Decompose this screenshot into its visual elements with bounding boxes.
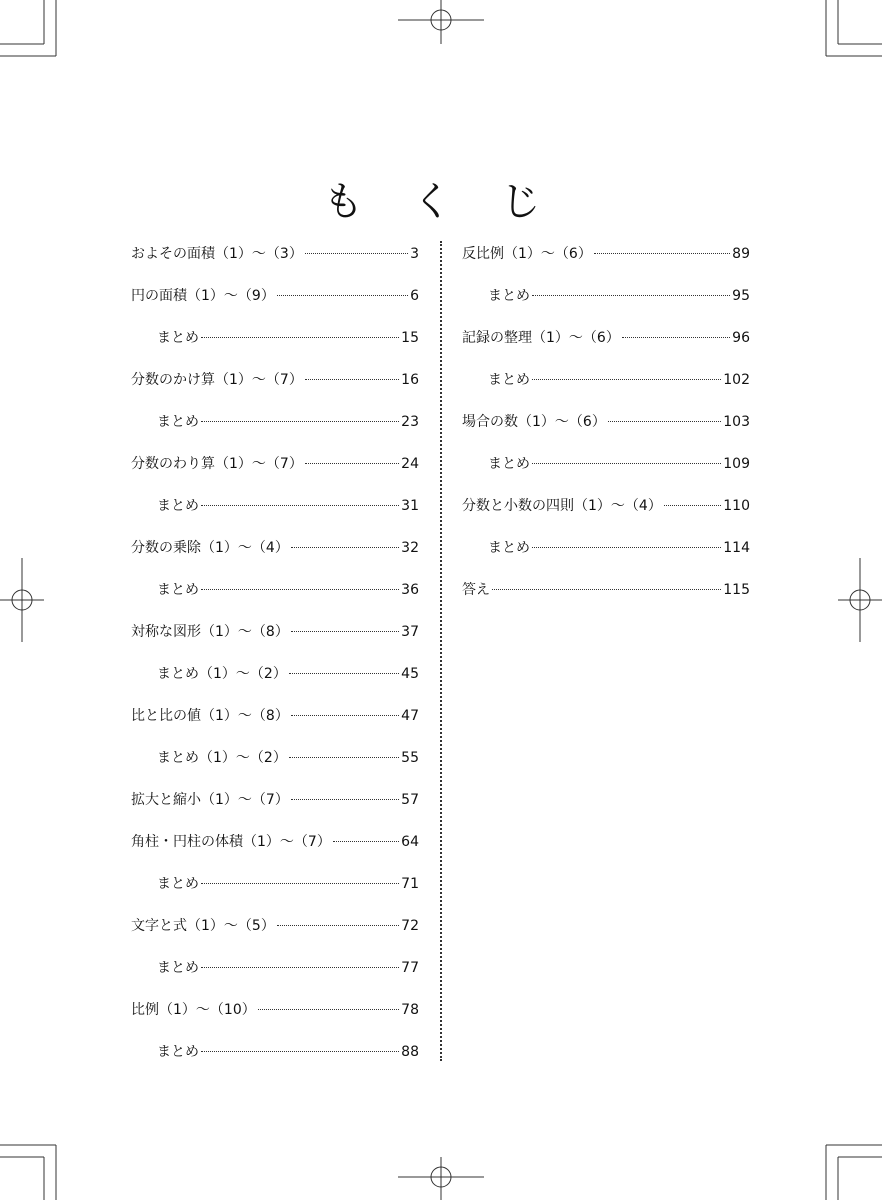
toc-page-number: 47 bbox=[401, 708, 419, 724]
toc-entry-label: まとめ bbox=[157, 414, 199, 430]
toc-entry bbox=[131, 821, 419, 863]
toc-entry bbox=[462, 317, 750, 359]
toc-page-number: 31 bbox=[401, 498, 419, 514]
toc-entry bbox=[131, 233, 419, 275]
toc-page-number: 96 bbox=[732, 330, 750, 346]
toc-entry-label: 反比例（1）～（6） bbox=[462, 246, 592, 262]
toc-page-number: 77 bbox=[401, 960, 419, 976]
toc-dot-leader bbox=[289, 673, 399, 674]
toc-dot-leader bbox=[305, 253, 408, 254]
toc-entry-label: まとめ bbox=[488, 288, 530, 304]
toc-dot-leader bbox=[201, 589, 399, 590]
toc-dot-leader bbox=[201, 1051, 399, 1052]
toc-entry-label: まとめ bbox=[488, 372, 530, 388]
toc-subentry bbox=[131, 863, 419, 905]
toc-entry-label: 対称な図形（1）～（8） bbox=[131, 624, 289, 640]
toc-dot-leader bbox=[305, 379, 399, 380]
toc-entry-label: 場合の数（1）～（6） bbox=[462, 414, 606, 430]
toc-entry-label: まとめ bbox=[157, 960, 199, 976]
toc-entry-label: 記録の整理（1）～（6） bbox=[462, 330, 620, 346]
toc-dot-leader bbox=[201, 967, 399, 968]
toc-page-number: 6 bbox=[410, 288, 419, 304]
toc-left-column bbox=[131, 233, 419, 1073]
toc-entry-label: 分数の乗除（1）～（4） bbox=[131, 540, 289, 556]
toc-subentry bbox=[462, 359, 750, 401]
toc-subentry bbox=[131, 317, 419, 359]
toc-entry bbox=[131, 779, 419, 821]
toc-dot-leader bbox=[333, 841, 399, 842]
toc-entry bbox=[131, 443, 419, 485]
toc-dot-leader bbox=[201, 505, 399, 506]
toc-page-number: 23 bbox=[401, 414, 419, 430]
toc-entry-label: 円の面積（1）～（9） bbox=[131, 288, 275, 304]
column-divider bbox=[440, 241, 442, 1061]
toc-entry-label: まとめ bbox=[157, 498, 199, 514]
toc-page-number: 78 bbox=[401, 1002, 419, 1018]
toc-subentry bbox=[131, 569, 419, 611]
toc-entry bbox=[131, 905, 419, 947]
toc-dot-leader bbox=[291, 631, 399, 632]
toc-page-number: 109 bbox=[723, 456, 750, 472]
toc-page-number: 37 bbox=[401, 624, 419, 640]
toc-entry bbox=[131, 359, 419, 401]
toc-dot-leader bbox=[277, 925, 399, 926]
toc-dot-leader bbox=[532, 379, 721, 380]
toc-page-number: 55 bbox=[401, 750, 419, 766]
toc-entry bbox=[462, 401, 750, 443]
toc-page-number: 45 bbox=[401, 666, 419, 682]
toc-entry-label: まとめ bbox=[157, 582, 199, 598]
toc-dot-leader bbox=[664, 505, 721, 506]
toc-page-number: 102 bbox=[723, 372, 750, 388]
toc-dot-leader bbox=[594, 253, 730, 254]
toc-entry-label: まとめ（1）～（2） bbox=[157, 666, 287, 682]
toc-dot-leader bbox=[201, 421, 399, 422]
toc-entry bbox=[462, 233, 750, 275]
toc-page-number: 36 bbox=[401, 582, 419, 598]
toc-dot-leader bbox=[289, 757, 399, 758]
toc-subentry bbox=[462, 275, 750, 317]
toc-dot-leader bbox=[201, 883, 399, 884]
page-title: も く じ bbox=[323, 179, 559, 225]
toc-entry-label: 答え bbox=[462, 582, 490, 598]
toc-dot-leader bbox=[532, 547, 721, 548]
toc-dot-leader bbox=[201, 337, 399, 338]
toc-entry bbox=[131, 695, 419, 737]
toc-page-number: 32 bbox=[401, 540, 419, 556]
toc-entry-label: 拡大と縮小（1）～（7） bbox=[131, 792, 289, 808]
toc-page-number: 72 bbox=[401, 918, 419, 934]
toc-dot-leader bbox=[291, 547, 399, 548]
toc-right-column bbox=[462, 233, 750, 611]
toc-entry-label: まとめ bbox=[488, 540, 530, 556]
toc-dot-leader bbox=[608, 421, 721, 422]
toc-entry-label: 分数と小数の四則（1）～（4） bbox=[462, 498, 662, 514]
toc-subentry bbox=[131, 401, 419, 443]
toc-page-number: 57 bbox=[401, 792, 419, 808]
toc-page-number: 3 bbox=[410, 246, 419, 262]
toc-page-number: 15 bbox=[401, 330, 419, 346]
toc-dot-leader bbox=[532, 463, 721, 464]
toc-entry bbox=[131, 275, 419, 317]
toc-subentry bbox=[462, 527, 750, 569]
toc-entry-label: まとめ bbox=[157, 876, 199, 892]
toc-entry-label: まとめ bbox=[157, 1044, 199, 1060]
toc-entry-label: 文字と式（1）～（5） bbox=[131, 918, 275, 934]
toc-entry-label: まとめ bbox=[157, 330, 199, 346]
toc-entry-label: 比例（1）～（10） bbox=[131, 1002, 256, 1018]
toc-page-number: 89 bbox=[732, 246, 750, 262]
toc-page-number: 114 bbox=[723, 540, 750, 556]
toc-dot-leader bbox=[532, 295, 730, 296]
toc-dot-leader bbox=[291, 715, 399, 716]
toc-entry-label: 分数のわり算（1）～（7） bbox=[131, 456, 303, 472]
toc-subentry bbox=[131, 485, 419, 527]
toc-dot-leader bbox=[305, 463, 399, 464]
toc-page-number: 71 bbox=[401, 876, 419, 892]
toc-dot-leader bbox=[622, 337, 730, 338]
toc-subentry bbox=[131, 947, 419, 989]
toc-entry bbox=[131, 527, 419, 569]
toc-entry bbox=[131, 611, 419, 653]
toc-entry-label: 分数のかけ算（1）～（7） bbox=[131, 372, 303, 388]
toc-entry-label: まとめ（1）～（2） bbox=[157, 750, 287, 766]
toc-dot-leader bbox=[277, 295, 408, 296]
toc-subentry bbox=[131, 1031, 419, 1073]
toc-dot-leader bbox=[258, 1009, 399, 1010]
toc-page-number: 64 bbox=[401, 834, 419, 850]
toc-subentry bbox=[131, 737, 419, 779]
toc-page-number: 16 bbox=[401, 372, 419, 388]
toc-entry bbox=[462, 485, 750, 527]
toc-entry bbox=[462, 569, 750, 611]
toc-page-number: 110 bbox=[723, 498, 750, 514]
toc-page-number: 24 bbox=[401, 456, 419, 472]
toc-subentry bbox=[131, 653, 419, 695]
toc-entry-label: 比と比の値（1）～（8） bbox=[131, 708, 289, 724]
toc-entry-label: およその面積（1）～（3） bbox=[131, 246, 303, 262]
toc-page-number: 115 bbox=[723, 582, 750, 598]
toc-page-number: 88 bbox=[401, 1044, 419, 1060]
toc-page-number: 103 bbox=[723, 414, 750, 430]
toc-entry bbox=[131, 989, 419, 1031]
toc-entry-label: まとめ bbox=[488, 456, 530, 472]
toc-dot-leader bbox=[291, 799, 399, 800]
toc-dot-leader bbox=[492, 589, 721, 590]
toc-page-number: 95 bbox=[732, 288, 750, 304]
toc-subentry bbox=[462, 443, 750, 485]
toc-entry-label: 角柱・円柱の体積（1）～（7） bbox=[131, 834, 331, 850]
